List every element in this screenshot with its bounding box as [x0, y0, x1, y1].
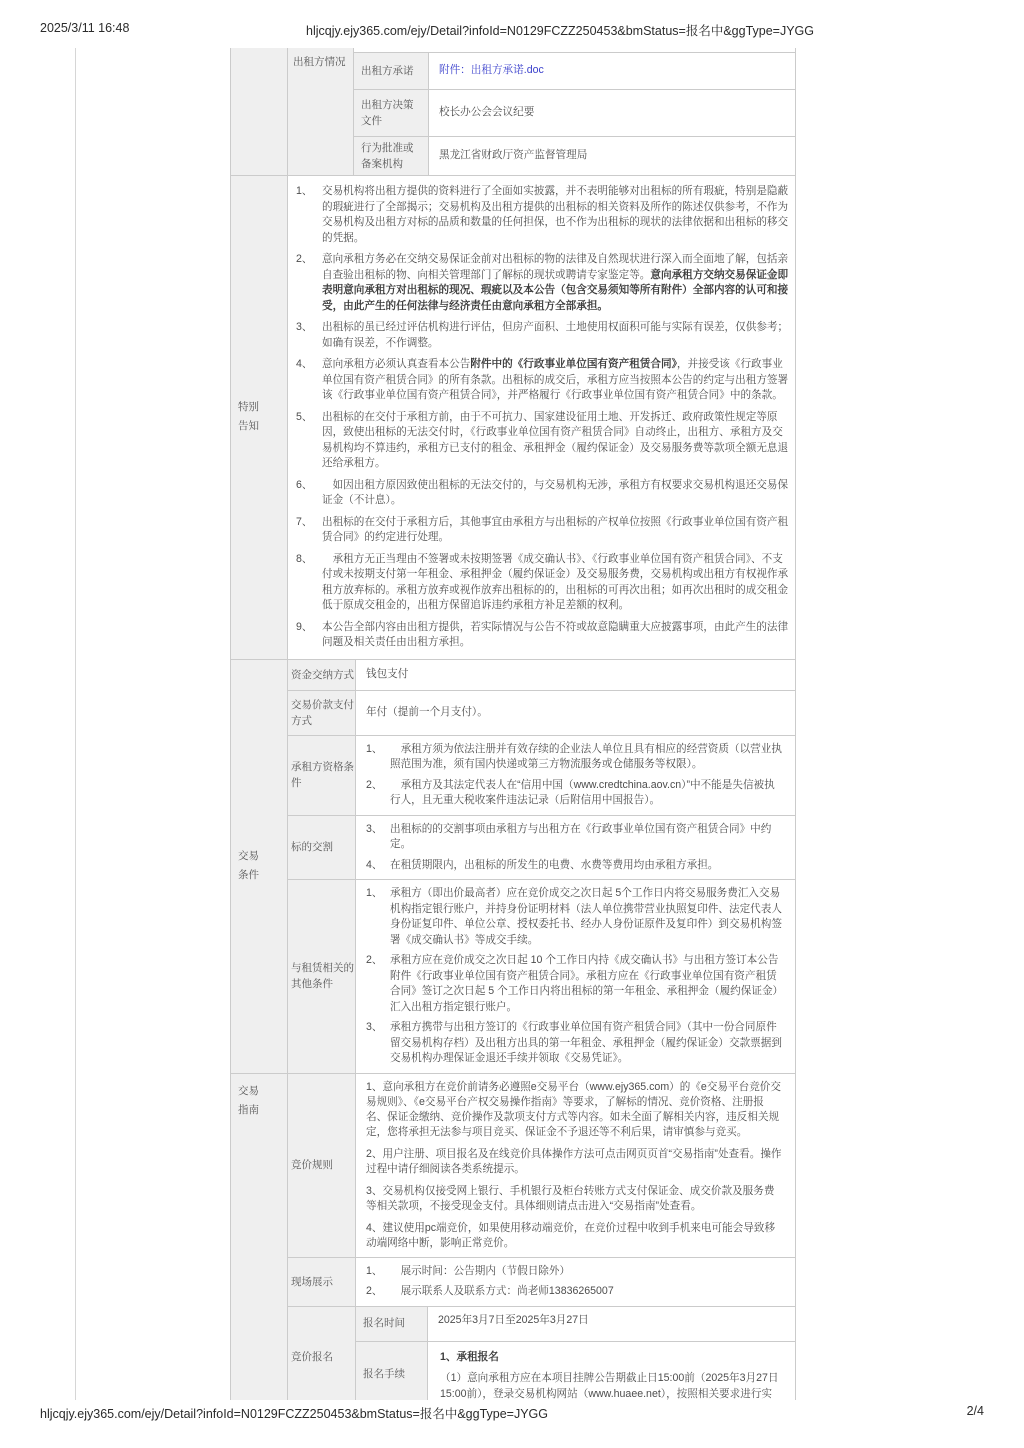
trade-conditions-rows: [288, 660, 795, 1073]
condition-item: 3、 承租方携带与出租方签订的《行政事业单位国有资产租赁合同》（其中一份合同原件留交易机构存档）及出租方出具的第一年租金、承租押金（履约保证金）交款票据到交易机构办理保证金退还手续并领取《交易凭证》。: [366, 1021, 782, 1064]
table-row-registration-procedure: [356, 1341, 795, 1401]
announcement-detail-table: [75, 48, 796, 1400]
notice-item: 8、 承租方无正当理由不签署或未按期签署《成交确认书》、《行政事业单位国有资产租赁合同》、不支付或未按期支付第一年租金、承租押金（履约保证金）及交易服务费，交易机构或出租方有权视作承租方放弃标的。承租方放弃或视作放弃出租标的的，出租标的可再次出租；如再次出租时的成交租金低于原成交租金的，出租方保留追诉违约承租方补足差额的权利。: [296, 552, 789, 611]
condition-item: 1、 承租方（即出价最高者）应在竞价成交之次日起 5个工作日内将交易服务费汇入交易机构指定银行账户，并持身份证明材料（法人单位携带营业执照复印件、法定代表人身份证复印件、单位公章、授权委托书、经办人身份证原件及复印件）到交易机构签署《成交确认书》等成交手续。: [366, 887, 782, 946]
condition-item: 1、 承租方须为依法注册并有效存续的企业法人单位且具有相应的经营资质（以营业执照范围为准，须有国内快递或第三方物流服务或仓储服务等权限）。: [366, 742, 782, 770]
bid-registration-rows: [356, 1307, 795, 1401]
row-value: 钱包支付: [356, 660, 795, 690]
table-row-lessor-decision: [354, 89, 795, 136]
row-value: [356, 880, 795, 1073]
row-value: [429, 53, 795, 89]
section-spacer-cell: [231, 48, 288, 175]
row-label: 出租方承诺: [354, 53, 429, 89]
row-label: 报名时间: [356, 1307, 428, 1341]
procedure-heading: 1、承租报名: [440, 1350, 499, 1363]
notice-item: 6、 如因出租方原因致使出租标的无法交付的，与交易机构无涉，承租方有权要求交易机构退还交易保证金（不计息）。: [296, 478, 789, 506]
table-row-bid-registration: [288, 1306, 795, 1401]
condition-item: 3、 出租标的的交割事项由承租方与出租方在《行政事业单位国有资产租赁合同》中约定。: [366, 822, 772, 850]
table-row-lessor-promise: [354, 52, 795, 89]
row-label: 报名手续: [356, 1342, 428, 1401]
print-header-datetime: 2025/3/11 16:48: [40, 21, 130, 35]
notice-item: 2、 意向承租方务必在交纳交易保证金前对出租标的物的法律及自然现状进行深入而全面地了解，包括亲自查验出租标的物、向相关管理部门了解标的现状或聘请专家鉴定等。意向承租方交纳交易保证金即表明意向承租方对出租标的现况、瑕疵以及本公告（包含交易须知等所有附件）全部内容的认可和接受，由此产生的任何法律与经济责任由意向承租方全部承担。: [296, 253, 789, 312]
row-value: [356, 816, 795, 880]
table-row-delivery: [288, 815, 795, 880]
row-value: [356, 1074, 795, 1257]
trade-conditions-section: [231, 659, 795, 1073]
table-row-qualification: [288, 735, 795, 815]
row-value: 年付（提前一个月支付）。: [356, 691, 795, 735]
row-label: 与租赁相关的其他条件: [288, 880, 356, 1073]
row-label: 交易价款支付方式: [288, 691, 356, 735]
outer-empty-column: [75, 48, 230, 1400]
print-footer-url: hljcqjy.ejy365.com/ejy/Detail?infoId=N0129FCZZ250453&bmStatus=报名中&ggType=JYGG: [40, 1407, 549, 1421]
procedure-paragraph: （1）意向承租方应在本项目挂牌公告期截止日15:00前（2025年3月27日15:00前），登录交易机构网站（www.huaee.net），按照相关要求进行实: [440, 1372, 779, 1400]
row-value: 校长办公会会议纪要: [429, 90, 795, 136]
notice-item: 1、 交易机构将出租方提供的资料进行了全面如实披露，并不表明能够对出租标的所有瑕疵，特别是隐蔽的瑕疵进行了全部揭示；交易机构及出租方提供的出租标的相关资料及所作的陈述仅供参考，不作为交易机构及出租方对标的品质和数量的任何担保，也不作为出租标的现状的法律依据和出租标的移交的凭据。: [296, 185, 789, 244]
lessor-rows: [354, 48, 795, 175]
condition-item: 2、 承租方应在竞价成交之次日起 10 个工作日内持《成交确认书》与出租方签订本公告附件《行政事业单位国有资产租赁合同》。承租方应在《行政事业单位国有资产租赁合同》签订之次日起 5 个工作日内将出租标的第一年租金、承租押金（履约保证金）汇入出租方指定银行账户。: [366, 954, 784, 1013]
notice-item: 7、 出租标的在交付于承租方后，其他事宜由承租方与出租标的产权单位按照《行政事业单位国有资产租赁合同》的约定进行处理。: [296, 515, 789, 543]
table-row-payment-method: [288, 690, 795, 735]
notice-item: 4、 意向承租方必须认真查看本公告附件中的《行政事业单位国有资产租赁合同》，并接受该《行政事业单位国有资产租赁合同》的所有条款。出租标的成交后，承租方应当按照本公告的约定与出租方签署该《行政事业单位国有资产租赁合同》，并严格履行《行政事业单位国有资产租赁合同》中的条款。: [296, 358, 789, 401]
display-item: 1、 展示时间：公告期内（节假日除外）: [366, 1264, 571, 1277]
row-value: [356, 736, 795, 815]
condition-item: 4、 在租赁期限内，出租标的所发生的电费、水费等费用均由承租方承担。: [366, 858, 719, 871]
table-row-other-conditions: [288, 879, 795, 1073]
trade-conditions-label: 交易条件: [231, 660, 288, 1073]
print-header-url: hljcqjy.ejy365.com/ejy/Detail?infoId=N0129FCZZ250453&bmStatus=报名中&ggType=JYGG: [306, 24, 815, 38]
notice-item: 5、 出租标的在交付于承租方前，由于不可抗力、国家建设征用土地、开发拆迁、政府政策性规定等原因，致使出租标的无法交付时，《行政事业单位国有资产租赁合同》自动终止，出租方、承租方及交易机构均不算违约，承租方已支付的租金、承租押金（履约保证金）及交易服务费等款项全额无息退还给承租方。: [296, 410, 789, 469]
row-value: [356, 1258, 795, 1306]
trade-guide-rows: [288, 1074, 795, 1401]
special-notice-label: 特别告知: [231, 176, 288, 659]
table-row-registration-time: [356, 1307, 795, 1341]
bidding-rule-paragraph: 3、交易机构仅接受网上银行、手机银行及柜台转账方式支付保证金、成交价款及服务费等相关款项，不接受现金支付。具体细则请点击进入“交易指南”处查看。: [366, 1184, 775, 1212]
lessor-info-section: [231, 48, 795, 175]
trade-guide-section: [231, 1073, 795, 1401]
special-notice-section: [231, 175, 795, 659]
table-row-fund-method: [288, 660, 795, 690]
table-body: [230, 48, 796, 1400]
row-label: 标的交割: [288, 816, 356, 880]
row-label: 承租方资格条件: [288, 736, 356, 815]
row-value: [428, 1342, 795, 1401]
row-label: 资金交纳方式: [288, 660, 356, 690]
trade-guide-label: 交易指南: [231, 1074, 288, 1401]
bidding-rule-paragraph: 4、建议使用pc端竞价，如果使用移动端竞价，在竞价过程中收到手机来电可能会导致移动端网络中断，影响正常竞价。: [366, 1221, 776, 1249]
bidding-rule-paragraph: 1、意向承租方在竞价前请务必遵照e交易平台（www.ejy365.com）的《e交易平台竞价交易规则》、《e交易平台产权交易操作指南》等要求，了解标的情况、竞价资格、注册报名、保证金缴纳、竞价操作及款项支付方式等内容。如未全面了解相关内容，违反相关规定，您将承担无法参与项目竞买、保证金不予退还等不利后果，请审慎参与竞买。: [366, 1080, 781, 1138]
row-label: 竞价报名: [288, 1307, 356, 1401]
condition-item: 2、 承租方及其法定代表人在“信用中国（www.credtchina.aov.cn）”中不能是失信被执行人，且无重大税收案件违法记录（后附信用中国报告）。: [366, 778, 775, 806]
row-value: 2025年3月7日至2025年3月27日: [428, 1307, 795, 1341]
print-footer-page-number: 2/4: [966, 1404, 984, 1418]
table-row-lessor-approval: [354, 136, 795, 175]
row-label: 出租方决策文件: [354, 90, 429, 136]
table-row-site-display: [288, 1257, 795, 1306]
row-label: 现场展示: [288, 1258, 356, 1306]
row-value: 黑龙江省财政厅资产监督管理局: [429, 137, 795, 175]
row-label: 竞价规则: [288, 1074, 356, 1257]
row-label: 行为批准或备案机构: [354, 137, 429, 175]
attachment-link[interactable]: 附件：出租方承诺.doc: [439, 64, 544, 77]
bidding-rule-paragraph: 2、用户注册、项目报名及在线竞价具体操作方法可点击网页页首“交易指南”处查看。操作过程中请仔细阅读各类系统提示。: [366, 1147, 782, 1175]
special-notice-content: [288, 176, 795, 659]
display-item: 2、 展示联系人及联系方式：尚老师13836265007: [366, 1285, 614, 1297]
lessor-section-label: 出租方情况: [288, 48, 354, 175]
table-row-bidding-rules: [288, 1074, 795, 1257]
notice-item: 9、 本公告全部内容由出租方提供，若实际情况与公告不符或故意隐瞒重大应披露事项，由此产生的法律问题及相关责任由出租方承担。: [296, 620, 789, 648]
notice-item: 3、 出租标的虽已经过评估机构进行评估，但房产面积、土地使用权面积可能与实际有误差，仅供参考；如确有误差，不作调整。: [296, 321, 789, 349]
